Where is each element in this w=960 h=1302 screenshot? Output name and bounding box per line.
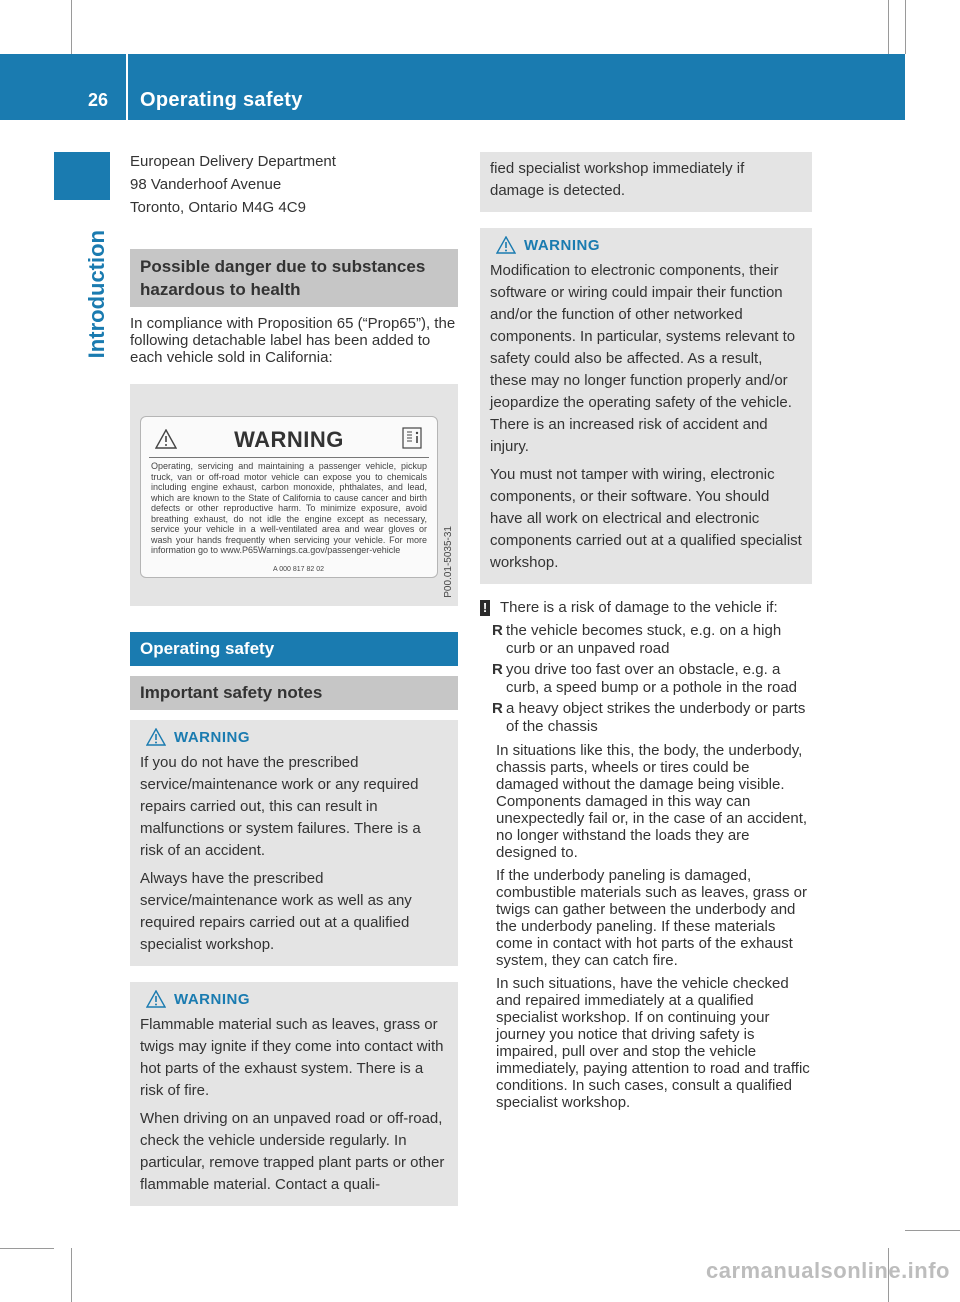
sticker-divider [149,457,429,458]
hazard-heading [130,249,458,307]
warning-box [480,228,812,584]
watermark: carmanualsonline.info [706,1258,950,1283]
address-line: Toronto, Ontario M4G 4C9 [130,199,306,216]
hazard-text: In compliance with Proposition 65 (“Prop65”), the following detachable label has been added to each vehicle sold in California: [130,315,456,366]
list-item-text: the vehicle becomes stuck, e.g. on a high curb or an unpaved road [506,622,782,657]
image-code: P00.01-5035-31 [443,526,454,598]
address-line: 98 Vanderhoof Avenue [130,176,282,193]
bullet-marker: R [492,661,503,678]
warning-text: Flammable material such as leaves, grass or twigs may ignite if they come into contact with hot parts of the exhaust system. There is a risk of fire. [140,1016,444,1099]
right-column [480,150,812,1111]
notice [480,598,812,618]
header-divider [126,54,128,120]
prop65-sticker [140,416,438,578]
crop-mark [0,1248,54,1249]
side-tab-block [54,152,110,200]
list-item [480,700,812,736]
bullet-marker: R [492,700,503,717]
sticker-part-number: A 000 817 82 02 [273,566,324,573]
exclamation-icon: ! [480,600,490,616]
warning-text: Always have the prescribed service/maintenance work as well as any required repairs carried out at a qualified specialist workshop. [140,870,412,953]
page-title: Operating safety [140,89,303,111]
list-item-text: a heavy object strikes the underbody or parts of the chassis [506,700,806,735]
warning-text: You must not tamper with wiring, electronic components, or their software. You should have all work on electrical and electronic components carried out at a qualified specialist workshop. [490,466,802,571]
warning-header [496,236,802,254]
bullet-marker: R [492,622,503,639]
warning-header [146,728,448,746]
crop-mark [905,1230,960,1231]
prop65-label-image [130,384,458,606]
body-paragraph: If the underbody paneling is damaged, combustible materials such as leaves, grass or twigs can gather between the underbody and the underbody paneling. If these materials come in contact with hot parts of the exhaust system, they can catch fire. [496,867,807,969]
warning-triangle-icon [496,236,516,254]
bullet-list [480,622,812,736]
manual-book-icon [401,427,423,449]
warning-header [146,990,448,1008]
list-item [480,622,812,658]
body-paragraph: In such situations, have the vehicle checked and repaired immediately at a qualified specialist workshop. If on continuing your journey you notice that driving safety is impaired, pull over and stop the vehicle immediately, paying attention to road and traffic conditions. In such cases, consult a qualified specialist workshop. [496,975,810,1111]
warning-label: WARNING [174,990,250,1008]
warning-text: When driving on an unpaved road or off-road, check the vehicle underside regularly. In particular, remove trapped plant parts or other flammable material. Contact a quali- [140,1110,445,1193]
page-header-bar [0,54,905,120]
warning-triangle-icon [146,728,166,746]
hazard-heading-line: hazardous to health [140,280,301,299]
sticker-body: Operating, servicing and maintaining a passenger vehicle, pickup truck, van or off-road motor vehicle can expose you to chemicals including engine exhaust, carbon monoxide, phthalates, and lead, which are known to the State of California to cause cancer and birth defects or other reproductive harm. To minimize exposure, avoid breathing exhaust, do not idle the engine except as necessary, service your vehicle in a well-ventilated area and wear gloves or wash your hands frequently when servicing your vehicle. For more information go to www.P65Warnings.ca.gov/passenger-vehicle [151,461,427,555]
warning-text: If you do not have the prescribed service/maintenance work or any required repairs carried out, this can result in malfunctions or system failures. There is a risk of an accident. [140,754,421,859]
warning-label: WARNING [524,236,600,254]
list-item-text: you drive too fast over an obstacle, e.g. a curb, a speed bump or a pothole in the road [506,661,798,696]
chapter-label: Introduction [84,230,109,359]
list-item [480,661,812,697]
subsection-heading: Important safety notes [130,676,458,710]
crop-mark [888,0,889,54]
warning-text: fied specialist workshop immediately if damage is detected. [490,160,745,199]
crop-mark [71,0,72,54]
address-line: European Delivery Department [130,153,336,170]
warning-triangle-icon [146,990,166,1008]
section-heading: Operating safety [130,632,458,666]
page-number: 26 [88,90,109,110]
warning-text: Modification to electronic components, their software or wiring could impair their function and/or the function of other networked components. In particular, systems relevant to safety could also be affected. As a result, these may no longer function properly and/or jeopardize the operating safety of the vehicle. There is an increased risk of accident and injury. [490,262,796,455]
warning-box [130,982,458,1206]
crop-mark [905,0,906,54]
warning-box [130,720,458,966]
warning-box-continued [480,152,812,212]
left-column [130,150,458,1206]
crop-mark [71,1248,72,1302]
body-paragraph: In situations like this, the body, the underbody, chassis parts, wheels or tires could be damaged without the damage being visible. Components damaged in this way can unexpectedly fail or, in the case of an accident, no longer withstand the loads they are designed to. [496,742,808,861]
sticker-title: WARNING [234,427,344,452]
notice-text: There is a risk of damage to the vehicle if: [500,599,778,616]
hazard-heading-line: Possible danger due to substances [140,257,426,276]
warning-label: WARNING [174,728,250,746]
